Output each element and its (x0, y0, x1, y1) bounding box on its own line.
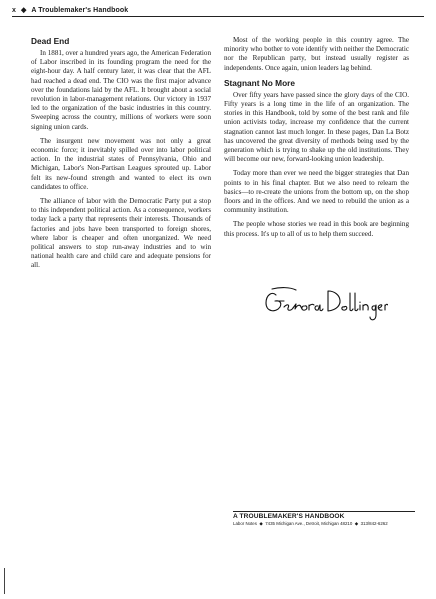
footer-rule (233, 511, 415, 512)
diamond-icon: ◆ (21, 7, 27, 14)
right-column (224, 36, 409, 244)
publisher-name: Labor Notes (233, 521, 257, 526)
paragraph: Most of the working people in this country agree. The minority who bother to vote identify with neither the Democratic nor the Republican party, but instead usually register as independents. Once again, union leaders lag behind. (224, 36, 409, 72)
footer (233, 513, 413, 527)
diamond-icon: ◆ (354, 521, 359, 526)
diamond-icon: ◆ (259, 521, 263, 526)
page-number: x (12, 7, 16, 14)
header-rule (12, 16, 424, 17)
paragraph: Over fifty years have passed since the glory days of the CIO. Fifty years is a long time in the life of an organization. The stories in this Handbook, told by some of the best rank and file union activists today, increase my confidence that the current stagnation cannot last much longer. In these pages, Dan La Botz has uncovered the great diversity of methods being used by the generation which is trying to shake up the old institutions. They will become our new, forward-looking union leadership. (224, 90, 409, 164)
signature (262, 281, 388, 323)
paragraph: Today more than ever we need the bigger strategies that Dan points to in his final chapter. But we also need to relearn the basics—to re-create the unions from the bottom up, on the shop floors and in the offices. And we need to rebuild the union as a community institution. (224, 169, 409, 215)
section-heading-dead-end: Dead End (31, 36, 70, 46)
paragraph: The alliance of labor with the Democratic Party put a stop to this independent political action. As a consequence, workers today lack a party that represents their interests. Thousands of factories and jobs have been transported to foreign shores, where labor is cheaper and often unorganized. We need political answers to stop run-away industries and to win national health care and child care and adequate pensions for all. (31, 197, 211, 270)
publisher-address: 7435 Michigan Ave., Detroit, Michigan 48210 (265, 521, 353, 526)
publisher-phone: 313/842-6262 (360, 521, 388, 526)
left-column (31, 36, 211, 276)
footer-publisher-line (233, 521, 413, 527)
footer-title: A TROUBLEMAKER'S HANDBOOK (233, 513, 345, 520)
book-title: A Troublemaker's Handbook (31, 7, 129, 14)
paragraph: In 1881, over a hundred years ago, the American Federation of Labor inscribed in its founding program the need for the eight-hour day. A half century later, it was clear that the AFL had reached a dead end. The CIO was the first major advance over the foundations laid by the AFL. It brought about a social revolution in labor-management relations. Our victory in 1937 led to the organization of the basic industries in this country. Sweeping across the country, millions of workers were soon signing union cards. (31, 49, 211, 131)
section-heading-stagnant-no-more: Stagnant No More (224, 77, 295, 88)
paragraph: The people whose stories we read in this book are beginning this process. It's up to all of us to help them succeed. (224, 220, 409, 238)
margin-mark (4, 568, 5, 594)
paragraph: The insurgent new movement was not only a great economic force; it inevitably spilled over into labor political action. In the industrial states of Pennsylvania, Ohio and Michigan, Labor's Non-Partisan Leagues sprouted up. Labor felt its new-found strength and wanted to elect its own candidates to office. (31, 136, 211, 191)
running-header (12, 6, 424, 14)
